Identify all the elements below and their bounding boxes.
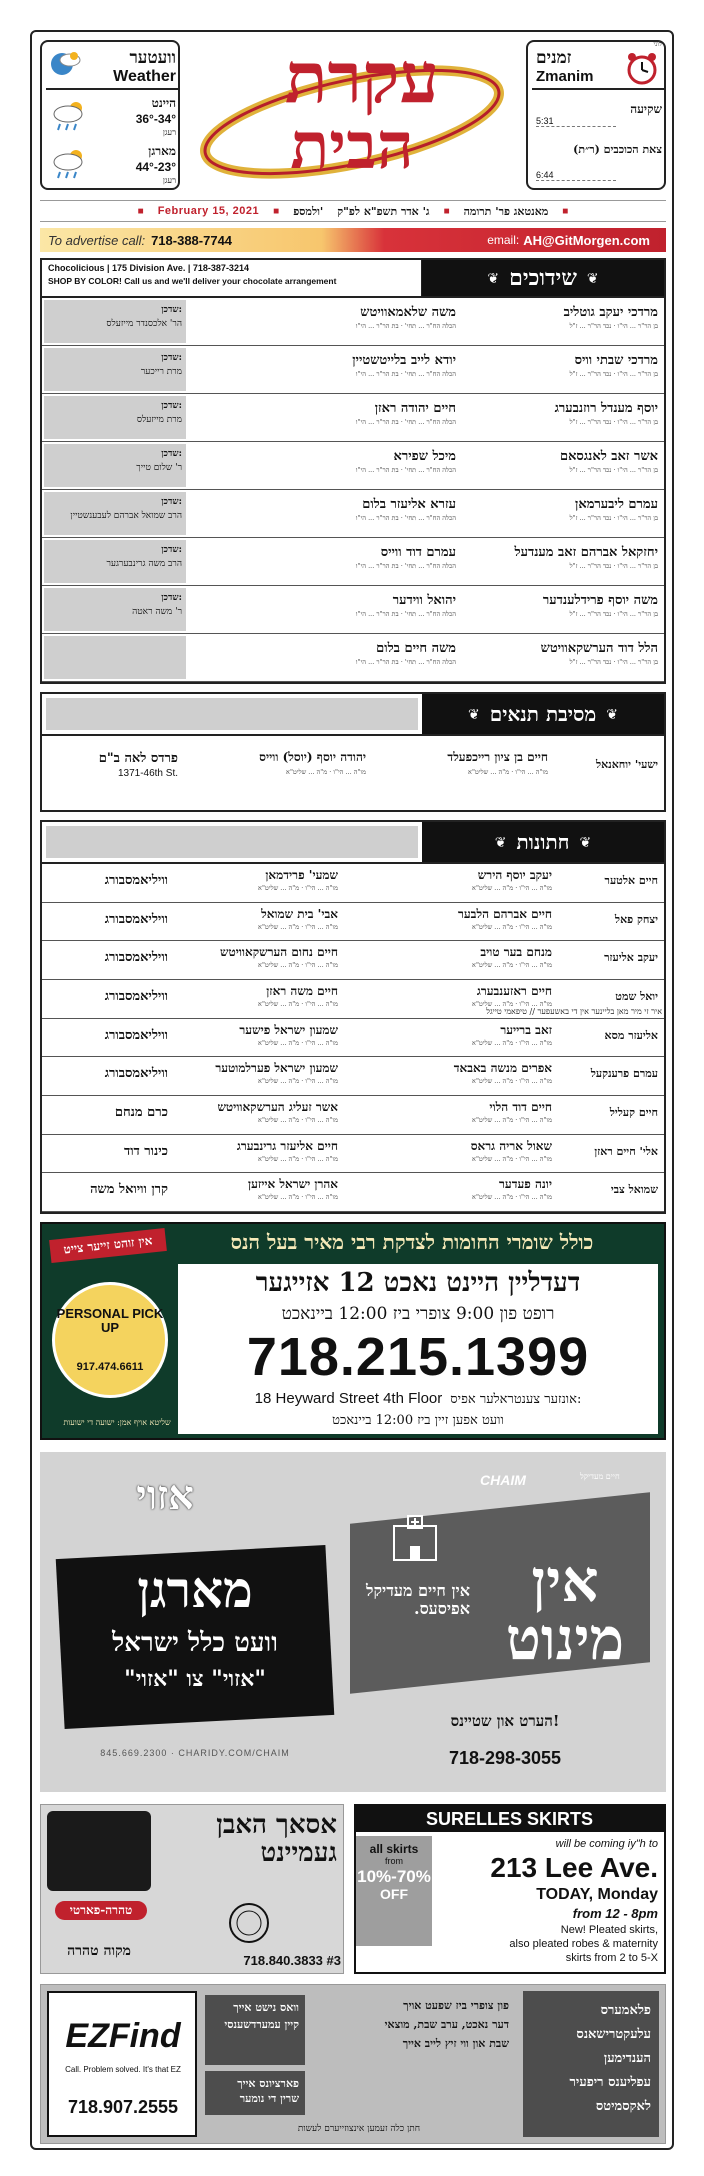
chasuna-kallah: שמעי' פרידמאן — [265, 868, 338, 882]
kollel-headline: דעדליין היינט נאכט 12 אזייגער — [255, 1268, 581, 1298]
seal-icon — [227, 1901, 271, 1945]
shadchan-label: שדכן: — [161, 593, 182, 603]
surelles-line-1: New! Pleated skirts, — [560, 1924, 658, 1936]
shidduchim-title: שידוכים — [509, 265, 577, 291]
azoy-logo: אזוי — [136, 1472, 194, 1519]
groom-detail: בן הר"ר ... הי"ו · נכד הר"ר ... ז"ל — [569, 322, 658, 330]
chasuna-name: יואל שמט — [615, 990, 658, 1003]
chasuna-kallah: שמעון ישראל פישער — [239, 1022, 338, 1037]
chasuna-place: וויליאמסבורג — [104, 950, 168, 966]
chasuna-detail: מו"ה ... הי"ו · מ"ה ... שליט"א — [472, 1116, 552, 1124]
gemeinde-tag: טהרה-פארטי — [55, 1901, 147, 1920]
chasuna-place: וויליאמסבורג — [104, 873, 168, 888]
logo-line-2: הבית — [290, 109, 414, 184]
chasuna-name: חיים קעליל — [609, 1106, 658, 1119]
newspaper-page — [30, 30, 674, 2150]
zmanim-time-2: 6:44 — [536, 170, 616, 181]
bride-detail: הכלה הח"ר ... תחי' · בת הר"ר ... הי"ו — [355, 562, 456, 570]
shadchan-name: ר' משה ראטה — [132, 607, 182, 617]
groom-detail: בן הר"ר ... הי"ו · נכד הר"ר ... ז"ל — [569, 514, 658, 522]
chasuna-place: וויליאמסבורג — [104, 911, 168, 927]
chaim-left-line-1: וועט כלל ישראל — [112, 1628, 278, 1658]
date-english: February 15, 2021 — [157, 205, 260, 217]
chasuna-name: חיים אלטער — [604, 874, 658, 887]
kollel-banner: כולל שומרי החומות לצדקת רבי מאיר בעל הנס — [230, 1230, 594, 1254]
groom-detail: בן הר"ר ... הי"ו · נכד הר"ר ... ז"ל — [569, 562, 658, 570]
chasuna-kallah: חיים נחום הערשקאוויטש — [219, 945, 338, 960]
chasunos-sponsor-blank — [46, 826, 418, 858]
chasuna-row — [42, 1135, 664, 1174]
ezfind-service: עלעקטרישאנס — [576, 2027, 651, 2042]
ezfind-tagline: Call. Problem solved. It's that EZ — [65, 2065, 181, 2074]
chaim-big-heb: אין מינוט — [505, 1547, 625, 1673]
weather-box — [40, 40, 180, 190]
discount-badge — [356, 1836, 432, 1946]
chaim-brand-sub: חיים מעדיקל — [580, 1472, 620, 1481]
chasuna-chosson: יעקב יוסף הירש — [477, 868, 552, 882]
bride-detail: הכלה הח"ר ... תחי' · בת הר"ר ... הי"ו — [355, 418, 456, 426]
shadchan-label: שדכן: — [161, 497, 182, 507]
bride-detail: הכלה הח"ר ... תחי' · בת הר"ר ... הי"ו — [355, 466, 456, 474]
bride-name: יודא לייב בלייטשטיין — [352, 353, 456, 368]
groom-name: יוסף מענדל רוזנבערג — [554, 401, 658, 416]
ornament-icon: ❦ — [579, 833, 592, 850]
groom-detail: בן הר"ר ... הי"ו · נכד הר"ר ... ז"ל — [569, 610, 658, 618]
shidduch-row — [42, 538, 664, 586]
surelles-address: 213 Lee Ave. — [490, 1852, 658, 1883]
chasuna-chosson: חיים דוד הלוי — [489, 1100, 552, 1114]
shidduchim-header — [422, 260, 664, 296]
masthead-logo — [192, 36, 512, 190]
surelles-day: TODAY, Monday — [536, 1886, 658, 1903]
surelles-ad — [354, 1804, 666, 1974]
zmanim-label-1: שקיעה — [630, 102, 662, 116]
chaim-ad — [40, 1452, 666, 1792]
shidduch-row — [42, 634, 664, 682]
shadchan-label: שדכן: — [161, 401, 182, 411]
bullet-icon: ■ — [443, 205, 450, 217]
chasuna-chosson: שאול אריה גראס — [470, 1138, 552, 1153]
chasuna-name: אליעזר מסא — [604, 1028, 658, 1042]
chasuna-detail: מו"ה ... הי"ו · מ"ה ... שליט"א — [258, 1000, 338, 1008]
chasuna-detail: מו"ה ... הי"ו · מ"ה ... שליט"א — [258, 922, 338, 931]
bride-name: מיכל שפירא — [393, 449, 456, 464]
ornament-icon: ❦ — [494, 833, 507, 850]
bride-detail: הכלה הח"ר ... תחי' · בת הר"ר ... הי"ו — [355, 610, 456, 618]
weather-day-1: היינט — [151, 96, 176, 110]
ornament-icon: ❦ — [606, 705, 618, 722]
weekday-heb: ולמספ' — [293, 204, 324, 218]
gemeinde-phone[interactable]: 718.840.3833 #3 — [243, 1953, 341, 1968]
groom-detail: בן הר"ר ... הי"ו · נכד הר"ר ... ז"ל — [569, 370, 658, 378]
chasuna-detail: מו"ה ... הי"ו · מ"ה ... שליט"א — [472, 1038, 552, 1047]
chasuna-name: אלי' חיים ראזן — [594, 1144, 658, 1158]
weather-cond-2: רעגן — [162, 176, 176, 185]
rain-cloud-icon — [50, 146, 90, 180]
weather-cond-1: רעגן — [162, 128, 176, 137]
chasuna-detail: מו"ה ... הי"ו · מ"ה ... שליט"א — [472, 961, 552, 970]
surelles-line-2: also pleated robes & maternity — [509, 1938, 658, 1950]
shadchan-label: שדכן: — [161, 545, 182, 555]
shadchan-label: שדכן: — [161, 305, 182, 315]
weather-title-heb: וועטער — [129, 48, 176, 68]
ezfind-service: הענדימען — [603, 2051, 651, 2066]
groom-detail: בן הר"ר ... הי"ו · נכד הר"ר ... ז"ל — [569, 418, 658, 426]
chasuna-row — [42, 903, 664, 942]
ornament-icon: ❦ — [467, 705, 480, 722]
chasuna-chosson: מנחם בער טויב — [480, 945, 552, 960]
chasuna-row — [42, 1096, 664, 1135]
ezfind-col2 — [205, 2071, 305, 2115]
ezfind-col3-line: פון צופרי ביז שפעט אויך — [403, 1999, 509, 2012]
badge-percent: 10%-70% — [357, 1867, 431, 1886]
tnoim-detail: מו"ה ... הי"ו · מ"ה ... שליט"א — [468, 768, 548, 776]
zmanim-box — [526, 40, 666, 190]
ezfind-logo-box — [47, 1991, 197, 2137]
advertise-email[interactable]: AH@GitMorgen.com — [523, 232, 650, 248]
bride-name: עמרם דוד ווייס — [380, 545, 456, 560]
kollel-subline: רופט פון 9:00 צופרי ביז 12:00 ביינאכט — [281, 1304, 555, 1324]
gemeinde-title: אסאך האבן געמיינט — [216, 1810, 337, 1868]
weather-temp-1: 36°-34° — [135, 112, 176, 126]
weather-title-en: Weather — [113, 68, 176, 85]
kollel-bottom-line: וועט אפען זיין ביז 12:00 ביינאכט — [332, 1413, 504, 1428]
sticker-collage — [47, 1811, 151, 1891]
alarm-clock-icon — [624, 50, 660, 86]
ezfind-service: פלאמערס — [600, 2003, 651, 2018]
groom-detail: בן הר"ר ... הי"ו · נכד הר"ר ... ז"ל — [569, 658, 658, 666]
tnoim-entry: יהודה יוסף (יוסל) ווייס — [259, 750, 366, 764]
bride-name: חיים יהודה ראזן — [374, 401, 456, 416]
weather-globe-icon — [48, 48, 82, 78]
bullet-icon: ■ — [273, 205, 280, 217]
hospital-building-icon — [390, 1514, 440, 1564]
ezfind-services — [523, 1991, 659, 2137]
chasuna-detail: מו"ה ... הי"ו · מ"ה ... שליט"א — [258, 884, 338, 892]
pickup-title: PERSONAL PICK UP — [56, 1306, 164, 1335]
chaim-left-big: מארגן — [137, 1560, 253, 1619]
chaim-brand: CHAIM — [480, 1472, 526, 1488]
tnoim-address: 1371-46th St. — [117, 768, 178, 779]
shadchan-box — [44, 636, 186, 679]
pickup-phone[interactable]: 917.474.6611 — [76, 1361, 144, 1373]
bride-name: עזרא אליעזר בלום — [362, 497, 456, 512]
badge-off: OFF — [380, 1886, 408, 1902]
ezfind-col1-line: וואס נישט אייך — [233, 2001, 299, 2014]
shadchan-name: הרב משה גרינבערגער — [106, 559, 182, 569]
chaim-phone[interactable]: 718-298-3055 — [448, 1748, 562, 1768]
bride-detail: הכלה הח"ר ... תחי' · בת הר"ר ... הי"ו — [355, 322, 456, 330]
ezfind-col3-line: שבת און ווי זיץ לייב אייך — [402, 2037, 509, 2050]
tnoim-detail: מו"ה ... הי"ו · מ"ה ... שליט"א — [286, 768, 366, 776]
groom-name: אשר זאב לאנגסאם — [559, 449, 658, 464]
chasuna-place: וויליאמסבורג — [104, 989, 168, 1004]
groom-detail: בן הר"ר ... הי"ו · נכד הר"ר ... ז"ל — [569, 466, 658, 474]
shidduch-row — [42, 586, 664, 634]
shadchan-name: ר' שלום טייך — [136, 463, 182, 473]
groom-name: משה יוסף פרידלענדער — [542, 593, 658, 608]
chasuna-name: עמרם פרענקעל — [590, 1067, 658, 1081]
chasuna-detail: מו"ה ... הי"ו · מ"ה ... שליט"א — [258, 1116, 338, 1124]
bride-name: יהואל ווידער — [392, 593, 456, 608]
surelles-line-3: skirts from 2 to 5-X — [565, 1952, 658, 1964]
tnoim-sponsor-blank — [46, 698, 418, 730]
chasuna-detail: מו"ה ... הי"ו · מ"ה ... שליט"א — [472, 884, 552, 892]
kollel-address-label: אונזער צענטראלער אפיס: — [450, 1391, 582, 1407]
chasuna-row — [42, 941, 664, 980]
chasuna-row — [42, 864, 664, 903]
email-label: email: — [487, 233, 520, 247]
chasuna-kallah: חיים משה ראזן — [266, 984, 338, 998]
advertise-bar — [40, 228, 666, 252]
chasuna-detail: מו"ה ... הי"ו · מ"ה ... שליט"א — [258, 1038, 338, 1047]
groom-name: מרדכי שבתי וויס — [574, 353, 658, 368]
shadchan-label: שדכן: — [161, 449, 182, 459]
chasuna-notice: איר זי מיר מאן בליינער אין די באשעפער // טיפאמי טייגל — [486, 1006, 662, 1016]
kollel-motto: שליטא אויף אמן: ישועה די ישועות — [63, 1418, 171, 1427]
groom-name: יחזקאל אברהם זאב מענדעל — [514, 545, 658, 560]
chasuna-name: יצחק פאל — [614, 912, 658, 926]
parsha: מאנטאג פר' תרומה — [463, 204, 549, 218]
bullet-icon: ■ — [562, 205, 569, 217]
bride-name: משה חיים בלום — [376, 641, 456, 656]
chasuna-kallah: שמעון ישראל פערלמוטער — [215, 1061, 338, 1076]
chasuna-name: שמואל צבי — [610, 1183, 658, 1197]
bride-detail: הכלה הח"ר ... תחי' · בת הר"ר ... הי"ו — [355, 514, 456, 522]
chasuna-chosson: יונה פעדער — [499, 1177, 552, 1192]
groom-name: הלל דוד הערשקאוויטש — [540, 641, 658, 656]
surelles-hours: from 12 - 8pm — [572, 1906, 658, 1921]
zmanim-time-1: 5:31 — [536, 116, 616, 127]
kollel-ad — [40, 1222, 666, 1440]
zmanim-label-2: צאת הכוכבים (ר״ת) — [573, 143, 662, 156]
tnoim-entry: חיים בן ציון רייכפעלד — [447, 750, 548, 764]
shidduch-row — [42, 298, 664, 346]
kollel-corner-text: אין זוהט זייער צייט — [49, 1228, 167, 1263]
chasuna-detail: מו"ה ... הי"ו · מ"ה ... שליט"א — [258, 1077, 338, 1086]
shidduch-row — [42, 442, 664, 490]
chasuna-detail: מו"ה ... הי"ו · מ"ה ... שליט"א — [258, 1154, 338, 1163]
chasuna-row — [42, 1173, 664, 1212]
chasuna-detail: מו"ה ... הי"ו · מ"ה ... שליט"א — [472, 1077, 552, 1086]
zmanim-title-heb: זמנים — [536, 48, 572, 68]
chasuna-row — [42, 1019, 664, 1058]
shadchan-name: הרב שמואל אברהם לעבענשטיין — [70, 511, 182, 521]
groom-name: מרדכי יעקב גוטליב — [563, 305, 658, 320]
ezfind-brand: EZFind — [65, 2017, 181, 2055]
tnoim-venue: פרדס לאה ב"ם — [98, 751, 178, 766]
logo-line-1: עקרת — [284, 36, 440, 119]
chasuna-name: יעקב אליעזר — [604, 951, 658, 965]
chasuna-chosson: חיים אברהם הלבער — [458, 906, 552, 921]
tnoim-header — [422, 694, 664, 734]
kollel-phone[interactable]: 718.215.1399 — [246, 1327, 590, 1387]
chaim-left-line-2: "אזוי" צו "אזוי" — [124, 1666, 266, 1692]
shadchan-label: שדכן: — [161, 353, 182, 363]
shadchan-name: הר' אלכסנדר מייזעלס — [106, 319, 182, 329]
zmanim-title-en: Zmanim — [536, 68, 594, 85]
chasuna-kallah: אשר זעליג הערשקאוויטש — [217, 1100, 338, 1114]
chasunos-list — [42, 864, 664, 1212]
chasuna-chosson: זאב ברייער — [500, 1022, 552, 1037]
chasuna-place: וויליאמסבורג — [104, 1027, 168, 1043]
surelles-title: SURELLES SKIRTS — [356, 1806, 664, 1832]
chasuna-chosson: אפרים מנשה באבאד — [453, 1061, 552, 1076]
ezfind-footer: חתן כלה זעמען אינצוזייערם לעשות — [297, 2124, 421, 2134]
tnoim-entry: ישעי' יוחאנאל — [595, 758, 658, 771]
chasuna-kallah: אהרן ישראל אייזען — [248, 1177, 338, 1192]
ezfind-ad — [40, 1984, 666, 2144]
tnoim-section — [40, 692, 666, 812]
sponsor-line-1: Chocolicious | 175 Division Ave. | 718-387-3214 — [48, 263, 249, 273]
shidduch-row — [42, 346, 664, 394]
pickup-sticker — [52, 1282, 168, 1398]
chasuna-place: וויליאמסבורג — [104, 1066, 168, 1082]
ornament-icon: ❦ — [487, 269, 500, 286]
chaim-sub-heb: אין חיים מעדיקל אפיסעס. — [365, 1581, 470, 1618]
chasuna-kallah: חיים אליעזר גרינבערג — [236, 1138, 338, 1153]
kollel-address: 18 Heyward Street 4th Floor — [254, 1390, 443, 1407]
ezfind-service: לאקסמיטס — [595, 2099, 651, 2114]
hebrew-date: ג' אדר תשפ"א לפ"ק — [337, 204, 430, 218]
chasuna-place: כינור דוד — [123, 1143, 168, 1159]
chasuna-detail: מו"ה ... הי"ו · מ"ה ... שליט"א — [472, 922, 552, 931]
chasuna-detail: מו"ה ... הי"ו · מ"ה ... שליט"א — [472, 1193, 552, 1202]
kollel-address-row — [182, 1390, 654, 1407]
chasuna-detail: מו"ה ... הי"ו · מ"ה ... שליט"א — [472, 1000, 552, 1008]
sponsor-box — [42, 260, 422, 296]
chasuna-detail: מו"ה ... הי"ו · מ"ה ... שליט"א — [258, 1193, 338, 1202]
chasuna-row — [42, 1057, 664, 1096]
shadchan-name: מרת רייכער — [140, 367, 182, 377]
bride-detail: הכלה הח"ר ... תחי' · בת הר"ר ... הי"ו — [355, 370, 456, 378]
rain-cloud-icon — [50, 98, 90, 132]
chasuna-detail: מו"ה ... הי"ו · מ"ה ... שליט"א — [472, 1154, 552, 1163]
ezfind-col1-line: קיין עמערדשענסי — [224, 2018, 299, 2031]
bullet-icon: ■ — [137, 205, 144, 217]
ezfind-col3 — [313, 1995, 513, 2115]
chasuna-place: קרן וויואל משה — [90, 1182, 168, 1198]
chaim-left-footer: 845.669.2300 · CHARIDY.COM/CHAIM — [100, 1748, 290, 1758]
chasunos-header — [422, 822, 664, 862]
ezfind-service: עפליענס ריפעיר — [569, 2075, 651, 2090]
ezfind-phone[interactable]: 718.907.2555 — [67, 2097, 179, 2117]
weather-temp-2: 44°-23° — [135, 160, 176, 174]
date-line — [40, 200, 666, 222]
zmanim-tag: לוני — [653, 40, 662, 48]
chasuna-kallah: אבי' בית שמואל — [261, 906, 338, 921]
shidduch-row — [42, 394, 664, 442]
chasuna-detail: מו"ה ... הי"ו · מ"ה ... שליט"א — [258, 961, 338, 970]
weather-day-2: מארגן — [148, 144, 176, 158]
chasunos-title: חתונות — [516, 829, 570, 854]
advertise-label: To advertise call: — [48, 232, 146, 248]
ezfind-col2-line: פארציונס אייך — [237, 2077, 299, 2090]
ezfind-col2-line: שרין די נומער — [239, 2092, 299, 2105]
bride-detail: הכלה הח"ר ... תחי' · בת הר"ר ... הי"ו — [355, 658, 456, 666]
shidduch-row — [42, 490, 664, 538]
sponsor-line-2: SHOP BY COLOR! Call us and we'll deliver your chocolate arrangement — [48, 276, 337, 286]
advertise-phone[interactable]: 718-388-7744 — [151, 232, 233, 248]
bride-name: משה שלאמאוויטש — [360, 305, 456, 320]
chaim-cta: הערט און שטיינס! — [450, 1712, 560, 1730]
surelles-coming: will be coming iy"h to — [555, 1838, 658, 1850]
gemeinde-ad — [40, 1804, 344, 1974]
groom-name: עמרם ליבערמאן — [575, 497, 658, 512]
chasuna-place: כרם מנחם — [114, 1105, 168, 1120]
shidduchim-list — [42, 298, 664, 682]
gemeinde-logo: מקוה טהרה — [67, 1943, 131, 1959]
shadchan-name: מרת מייזעלס — [136, 415, 182, 425]
badge-top: all skirts — [369, 1842, 419, 1856]
badge-from: from — [385, 1856, 403, 1866]
ornament-icon: ❦ — [586, 269, 599, 286]
tnoim-title: מסיבת תנאים — [489, 701, 597, 726]
shidduchim-section — [40, 258, 666, 684]
ezfind-col1 — [205, 1995, 305, 2065]
chasunos-section — [40, 820, 666, 1214]
ezfind-col3-line: דער נאכט, ערב שבת, מוצאי — [384, 2018, 509, 2031]
chasuna-chosson: חיים ראזענבערג — [476, 984, 552, 998]
